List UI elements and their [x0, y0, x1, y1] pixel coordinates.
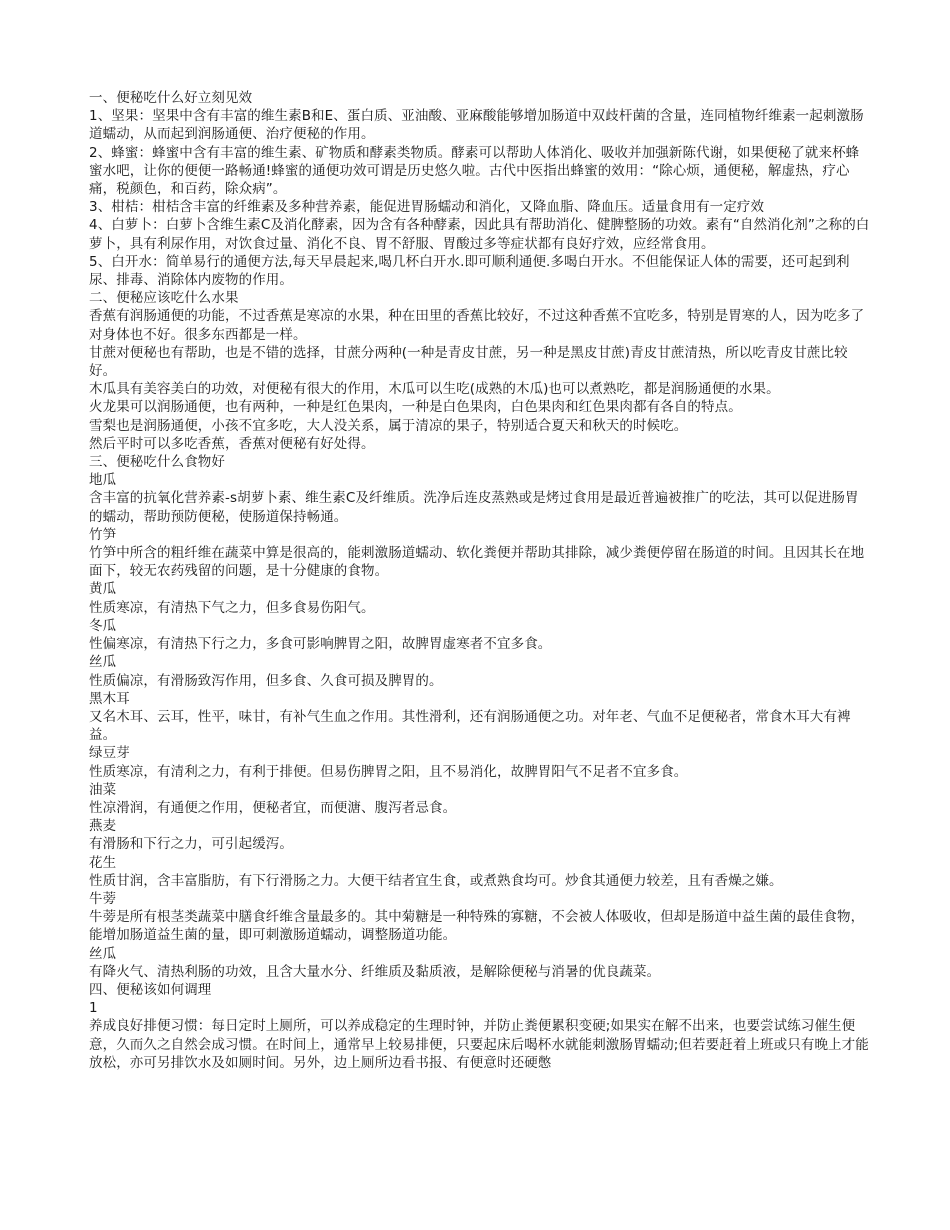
food-desc-mung-bean-sprout: 性质寒凉，有清利之力，有利于排便。但易伤脾胃之阳，且不易消化，故脾胃阳气不足者不宜多食。 [89, 763, 688, 780]
food-desc-bamboo-shoot: 竹笋中所含的粗纤维在蔬菜中算是很高的，能刺激肠道蠕动、软化粪便并帮助其排除，减少粪便停留在肠道的时间。且因其长在地面下，较无农药残留的问题，是十分健康的食物。 [89, 545, 865, 580]
paragraph-dragonfruit: 火龙果可以润肠通便，也有两种，一种是红色果肉，一种是白色果肉，白色果肉和红色果肉都有各自的特点。 [89, 399, 742, 416]
food-desc-rapeseed: 性凉滑润，有通便之作用，便秘者宜，而便溏、腹泻者忌食。 [89, 799, 457, 816]
food-desc-cucumber: 性质寒凉，有清热下气之力，但多食易伤阳气。 [89, 599, 375, 616]
section-heading-4: 四、便秘该如何调理 [89, 981, 212, 998]
paragraph-citrus: 3、柑桔：柑桔含丰富的纤维素及多种营养素，能促进胃肠蠕动和消化，又降血脂、降血压。适量食用有一定疗效 [89, 199, 765, 216]
food-desc-winter-melon: 性偏寒凉，有清热下行之力，多食可影响脾胃之阳，故脾胃虚寒者不宜多食。 [89, 636, 552, 653]
paragraph-honey: 2、蜂蜜：蜂蜜中含有丰富的维生素、矿物质和酵素类物质。酵素可以帮助人体消化、吸收并加强新陈代谢，如果便秘了就来杯蜂蜜水吧，让你的便便一路畅通!蜂蜜的通便功效可谓是历史悠久啦。古代中医指出蜂蜜的效用：“除心烦，通便秘，解虚热，疗心痛，税颜色，和百药，除众病”。 [89, 144, 860, 198]
paragraph-nuts: 1、坚果：坚果中含有丰富的维生素B和E、蛋白质、亚油酸、亚麻酸能够增加肠道中双歧杆菌的含量，连同植物纤维素一起刺激肠道蠕动，从而起到润肠通便、治疗便秘的作用。 [89, 108, 864, 143]
food-title-peanut: 花生 [89, 854, 117, 871]
food-desc-loofah-2: 有降火气、清热利肠的功效，且含大量水分、纤维质及黏质液，是解除便秘与消暑的优良蔬菜。 [89, 963, 661, 980]
paragraph-habits: 养成良好排便习惯：每日定时上厕所，可以养成稳定的生理时钟，并防止粪便累积变硬;如果实在解不出来，也要尝试练习催生便意，久而久之自然会成习惯。在时间上，通常早上较易排便，只要起床后喝杯水就能刺激肠胃蠕动;但若要赶着上班或只有晚上才能放松，亦可另排饮水及如厕时间。另外，边上厕所边看书报、有便意时还硬憋 [89, 1018, 869, 1071]
paragraph-pear: 雪梨也是润肠通便，小孩不宜多吃，大人没关系，属于清凉的果子，特别适合夏天和秋天的时候吃。 [89, 417, 688, 434]
food-title-rapeseed: 油菜 [89, 781, 117, 798]
food-title-sweet-potato: 地瓜 [89, 472, 117, 489]
section-heading-1: 一、便秘吃什么好立刻见效 [89, 90, 253, 106]
food-title-oats: 燕麦 [89, 818, 117, 835]
food-desc-sweet-potato: 含丰富的抗氧化营养素-s胡萝卜素、维生素C及纤维质。洗净后连皮蒸熟或是烤过食用是最近普遍被推广的吃法，其可以促进肠胃的蠕动，帮助预防便秘，使肠道保持畅通。 [89, 490, 859, 525]
food-desc-peanut: 性质甘润，含丰富脂肪，有下行滑肠之力。大便干结者宜生食，或煮熟食均可。炒食其通便力较差，且有香燥之嫌。 [89, 872, 783, 889]
food-title-loofah-2: 丝瓜 [89, 945, 117, 962]
paragraph-water: 5、白开水：简单易行的通便方法,每天早晨起来,喝几杯白开水.即可顺利通便.多喝白开水。不但能保证人体的需要，还可起到利尿、排毒、消除体内废物的作用。 [89, 253, 850, 289]
food-title-winter-melon: 冬瓜 [89, 617, 117, 634]
food-title-burdock: 牛蒡 [89, 890, 117, 907]
food-title-bamboo-shoot: 竹笋 [89, 526, 117, 543]
section-heading-3: 三、便秘吃什么食物好 [89, 454, 225, 471]
section-heading-2: 二、便秘应该吃什么水果 [89, 290, 239, 307]
paragraph-sugarcane: 甘蔗对便秘也有帮助，也是不错的选择，甘蔗分两种(一种是青皮甘蔗，另一种是黑皮甘蔗)青皮甘蔗清热，所以吃青皮甘蔗比较好。 [89, 344, 848, 380]
food-desc-black-fungus: 又名木耳、云耳，性平，味甘，有补气生血之作用。其性滑利，还有润肠通便之功。对年老、气血不足便秘者，常食木耳大有裨益。 [89, 708, 851, 744]
food-title-loofah: 丝瓜 [89, 654, 117, 671]
food-desc-burdock: 牛蒡是所有根茎类蔬菜中膳食纤维含量最多的。其中菊糖是一种特殊的寡糖，不会被人体吸收，但却是肠道中益生菌的最佳食物，能增加肠道益生菌的量，即可刺激肠道蠕动，调整肠道功能。 [89, 909, 865, 944]
list-number-1: 1 [89, 1000, 98, 1017]
paragraph-radish: 4、白萝卜：白萝卜含维生素C及消化酵素，因为含有各种酵素，因此具有帮助消化、健脾整肠的功效。素有“自然消化剂”之称的白萝卜，具有利尿作用，对饮食过量、消化不良、胃不舒服、胃酸过多等症状都有良好疗效，应经常食用。 [89, 217, 870, 252]
food-desc-loofah: 性质偏凉，有滑肠致泻作用，但多食、久食可损及脾胃的。 [89, 672, 443, 689]
paragraph-banana: 香蕉有润肠通便的功能，不过香蕉是寒凉的水果，种在田里的香蕉比较好，不过这种香蕉不宜吃多，特别是胃寒的人，因为吃多了对身体也不好。很多东西都是一样。 [89, 308, 865, 343]
food-title-mung-bean-sprout: 绿豆芽 [89, 745, 130, 762]
paragraph-banana-summary: 然后平时可以多吃香蕉，香蕉对便秘有好处得。 [89, 435, 375, 452]
paragraph-papaya: 木瓜具有美容美白的功效，对便秘有很大的作用，木瓜可以生吃(成熟的木瓜)也可以煮熟吃，都是润肠通便的水果。 [89, 381, 780, 398]
food-title-black-fungus: 黑木耳 [89, 690, 130, 707]
food-title-cucumber: 黄瓜 [89, 581, 117, 598]
food-desc-oats: 有滑肠和下行之力，可引起缓泻。 [89, 836, 293, 853]
